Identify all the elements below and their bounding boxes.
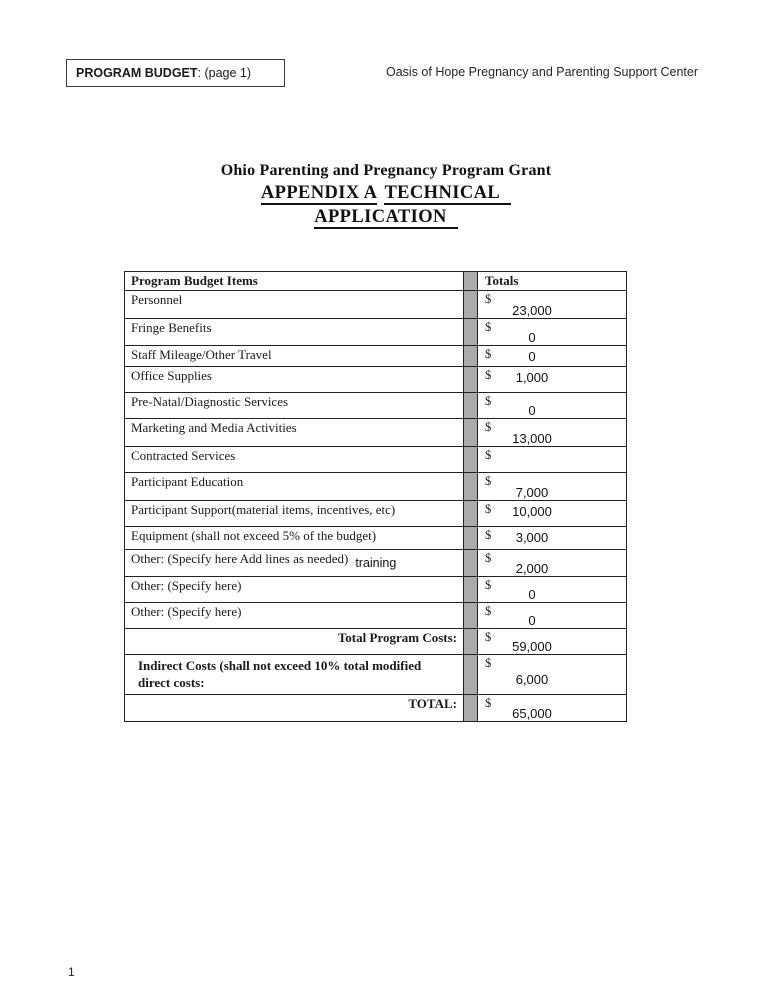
- amount-cell: [478, 655, 626, 694]
- budget-row: [125, 366, 626, 392]
- budget-row: [125, 418, 626, 446]
- table-header-row: [125, 272, 626, 290]
- program-budget-label: PROGRAM BUDGET: [76, 66, 198, 80]
- dollar-sign: $: [485, 528, 492, 542]
- budget-item-label: Personnel: [125, 291, 464, 318]
- amount-cell: [478, 447, 626, 472]
- separator-cell: [464, 629, 478, 654]
- separator-cell: [464, 393, 478, 418]
- dollar-sign: $: [485, 292, 492, 306]
- amount-cell: [478, 550, 626, 576]
- application-text: APPLICATION: [314, 207, 458, 229]
- budget-row: [125, 654, 626, 694]
- grant-title: Ohio Parenting and Pregnancy Program Grant: [220, 162, 552, 179]
- budget-item-label: Office Supplies: [125, 367, 464, 392]
- amount-cell: [478, 629, 626, 654]
- dollar-sign: $: [485, 420, 492, 434]
- amount-cell: [478, 501, 626, 526]
- budget-row: [125, 345, 626, 366]
- amount-cell: [478, 291, 626, 318]
- dollar-sign: $: [485, 448, 492, 462]
- amount-value: 6,000: [515, 672, 549, 687]
- amount-value: 65,000: [512, 706, 552, 721]
- amount-cell: [478, 695, 626, 721]
- amount-value: 10,000: [512, 504, 552, 519]
- dollar-sign: $: [485, 502, 492, 516]
- amount-cell: [478, 473, 626, 500]
- budget-row: [125, 446, 626, 472]
- amount-value: 1,000: [515, 370, 549, 385]
- budget-row: [125, 318, 626, 345]
- separator-cell: [464, 473, 478, 500]
- separator-cell: [464, 527, 478, 549]
- budget-item-label: Total Program Costs:: [125, 629, 464, 654]
- separator-cell: [464, 367, 478, 392]
- budget-item-label: Indirect Costs (shall not exceed 10% total modified direct costs:: [125, 655, 464, 694]
- budget-row: [125, 694, 626, 721]
- separator-cell: [464, 447, 478, 472]
- amount-value: 23,000: [512, 303, 552, 318]
- technical-text: TECHNICAL: [384, 183, 511, 205]
- page-number: 1: [68, 965, 75, 979]
- budget-item-label: Equipment (shall not exceed 5% of the budget): [125, 527, 464, 549]
- items-column-header: Program Budget Items: [125, 272, 464, 290]
- separator-cell: [464, 603, 478, 628]
- program-budget-table: [124, 271, 627, 722]
- budget-row: [125, 602, 626, 628]
- budget-item-label: Pre-Natal/Diagnostic Services: [125, 393, 464, 418]
- dollar-sign: $: [485, 578, 492, 592]
- amount-value: 7,000: [515, 485, 549, 500]
- dollar-sign: $: [485, 474, 492, 488]
- budget-row: [125, 628, 626, 654]
- budget-item-label: Participant Education: [125, 473, 464, 500]
- separator-cell: [464, 291, 478, 318]
- budget-item-label: Other: (Specify here): [125, 577, 464, 602]
- document-title: [0, 162, 772, 228]
- amount-cell: [478, 577, 626, 602]
- budget-row: [125, 472, 626, 500]
- amount-value: 0: [528, 349, 536, 364]
- amount-value: 0: [528, 587, 536, 602]
- budget-row: [125, 576, 626, 602]
- application-title-line: [0, 207, 772, 228]
- amount-cell: [478, 367, 626, 392]
- amount-value: 0: [528, 330, 536, 345]
- amount-value: 3,000: [515, 530, 549, 545]
- separator-cell: [464, 577, 478, 602]
- amount-cell: [478, 393, 626, 418]
- amount-cell: [478, 319, 626, 345]
- dollar-sign: $: [485, 630, 492, 644]
- amount-value: 0: [528, 403, 536, 418]
- amount-value: 13,000: [512, 431, 552, 446]
- dollar-sign: $: [485, 394, 492, 408]
- filled-note: training: [355, 556, 397, 570]
- separator-cell: [464, 346, 478, 366]
- dollar-sign: $: [485, 347, 492, 361]
- dollar-sign: $: [485, 368, 492, 382]
- separator-cell: [464, 501, 478, 526]
- dollar-sign: $: [485, 696, 492, 710]
- budget-row: [125, 392, 626, 418]
- budget-item-label: Contracted Services: [125, 447, 464, 472]
- dollar-sign: $: [485, 604, 492, 618]
- budget-item-label: TOTAL:: [125, 695, 464, 721]
- amount-cell: [478, 419, 626, 446]
- separator-cell: [464, 550, 478, 576]
- amount-value: 0: [528, 613, 536, 628]
- budget-item-label: Staff Mileage/Other Travel: [125, 346, 464, 366]
- budget-row: [125, 526, 626, 549]
- separator-column: [464, 272, 478, 290]
- totals-column-header: Totals: [485, 273, 519, 288]
- appendix-title-line: [0, 183, 772, 204]
- separator-cell: [464, 655, 478, 694]
- dollar-sign: $: [485, 551, 492, 565]
- dollar-sign: $: [485, 320, 492, 334]
- table-body: [125, 290, 626, 721]
- budget-item-label: Marketing and Media Activities: [125, 419, 464, 446]
- budget-row: [125, 290, 626, 318]
- budget-row: [125, 549, 626, 576]
- amount-value: 2,000: [515, 561, 549, 576]
- separator-cell: [464, 419, 478, 446]
- separator-cell: [464, 695, 478, 721]
- organization-name: Oasis of Hope Pregnancy and Parenting Support Center: [386, 65, 698, 79]
- dollar-sign: $: [485, 656, 492, 670]
- amount-cell: [478, 527, 626, 549]
- program-budget-page-label: : (page 1): [197, 66, 252, 80]
- budget-row: [125, 500, 626, 526]
- budget-item-label: Other: (Specify here Add lines as needed) training: [125, 550, 464, 576]
- appendix-a-text: APPENDIX A: [260, 183, 378, 203]
- amount-cell: [478, 346, 626, 366]
- budget-item-label: Other: (Specify here): [125, 603, 464, 628]
- separator-cell: [464, 319, 478, 345]
- program-budget-box: [66, 59, 285, 87]
- amount-value: 59,000: [512, 639, 552, 654]
- budget-item-label: Fringe Benefits: [125, 319, 464, 345]
- amount-cell: [478, 603, 626, 628]
- budget-item-label: Participant Support(material items, incentives, etc): [125, 501, 464, 526]
